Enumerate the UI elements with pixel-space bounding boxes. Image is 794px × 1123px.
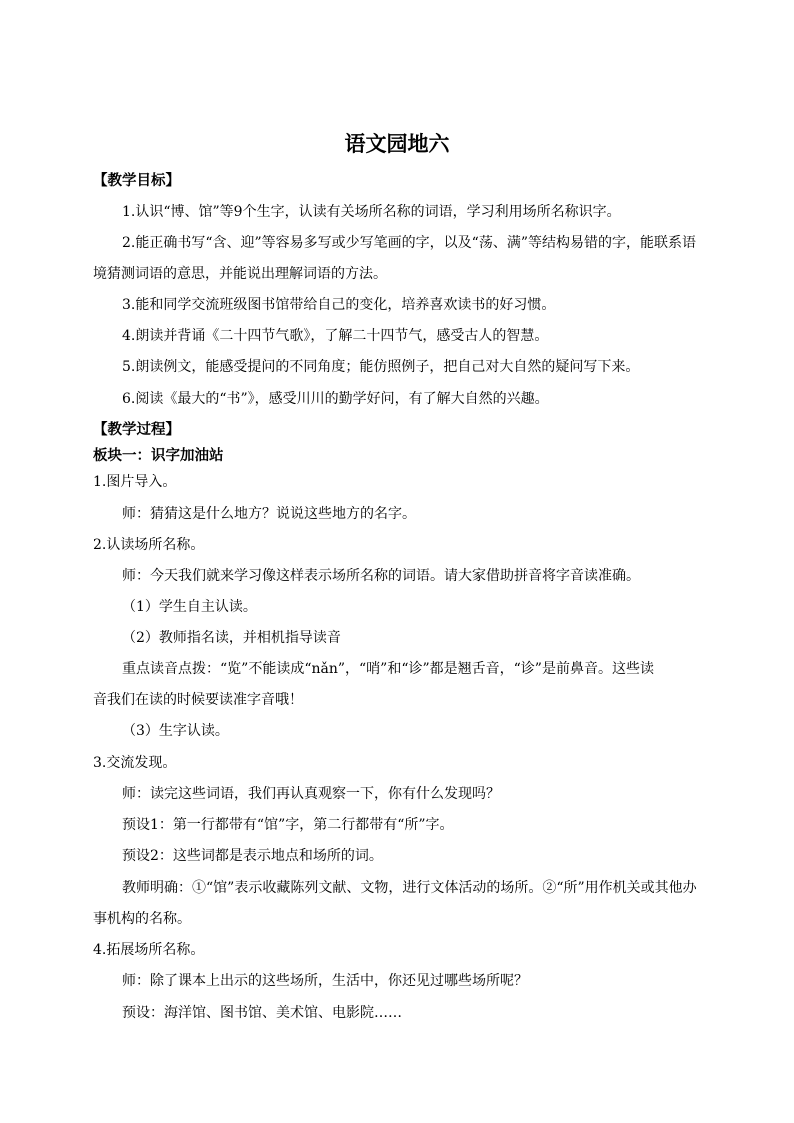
process-line: 2.认读场所名称。 xyxy=(93,537,205,553)
block1-heading: 板块一：识字加油站 xyxy=(93,448,224,464)
process-line: 教师明确：①“馆”表示收藏陈列文献、文物，进行文体活动的场所。②“所”用作机关或其他办 xyxy=(122,880,697,896)
process-line: （1）学生自主认读。 xyxy=(122,599,257,615)
process-line: 音我们在读的时候要读准字音哦！ xyxy=(93,692,303,708)
process-line: 1.图片导入。 xyxy=(93,474,177,490)
goal-line: 境猜测词语的意思，并能说出理解词语的方法。 xyxy=(93,266,387,282)
process-heading: 【教学过程】 xyxy=(93,422,180,438)
process-line: 预设1：第一行都带有“馆”字，第二行都带有“所”字。 xyxy=(122,817,454,833)
process-line: 4.拓展场所名称。 xyxy=(93,942,205,958)
process-line: 师：猜猜这是什么地方？说说这些地方的名字。 xyxy=(122,506,416,522)
process-line: （3）生字认读。 xyxy=(122,723,229,739)
goal-line: 5.朗读例文，能感受提问的不同角度；能仿照例子，把自己对大自然的疑问写下来。 xyxy=(122,359,640,375)
goal-line: 2.能正确书写“含、迎”等容易多写或少写笔画的字，以及“荡、满”等结构易错的字，能联系语 xyxy=(122,235,696,251)
process-line: 师：读完这些词语，我们再认真观察一下，你有什么发现吗？ xyxy=(122,786,500,802)
process-line: （2）教师指名读，并相机指导读音 xyxy=(122,630,341,646)
process-line: 事机构的名称。 xyxy=(93,911,191,927)
goal-line: 3.能和同学交流班级图书馆带给自己的变化，培养喜欢读书的好习惯。 xyxy=(122,297,556,313)
process-line: 重点读音点拨：“览”不能读成“nǎn”，“哨”和“诊”都是翘舌音，“诊”是前鼻音。这些读 xyxy=(122,661,654,677)
goal-line: 6.阅读《最大的“书”》，感受川川的勤学好问，有了解大自然的兴趣。 xyxy=(122,391,549,407)
goal-line: 4.朗读并背诵《二十四节气歌》，了解二十四节气，感受古人的智慧。 xyxy=(122,328,549,344)
goal-line: 1.认识“博、馆”等9个生字，认读有关场所名称的词语，学习利用场所名称识字。 xyxy=(122,204,621,220)
goals-heading: 【教学目标】 xyxy=(93,173,180,189)
process-line: 师：今天我们就来学习像这样表示场所名称的词语。请大家借助拼音将字音读准确。 xyxy=(122,568,640,584)
process-line: 预设：海洋馆、图书馆、美术馆、电影院…… xyxy=(122,1005,402,1021)
process-line: 3.交流发现。 xyxy=(93,755,177,771)
process-line: 预设2：这些词都是表示地点和场所的词。 xyxy=(122,848,383,864)
page-title: 语文园地六 xyxy=(344,132,450,156)
process-line: 师：除了课本上出示的这些场所，生活中，你还见过哪些场所呢？ xyxy=(122,973,528,989)
